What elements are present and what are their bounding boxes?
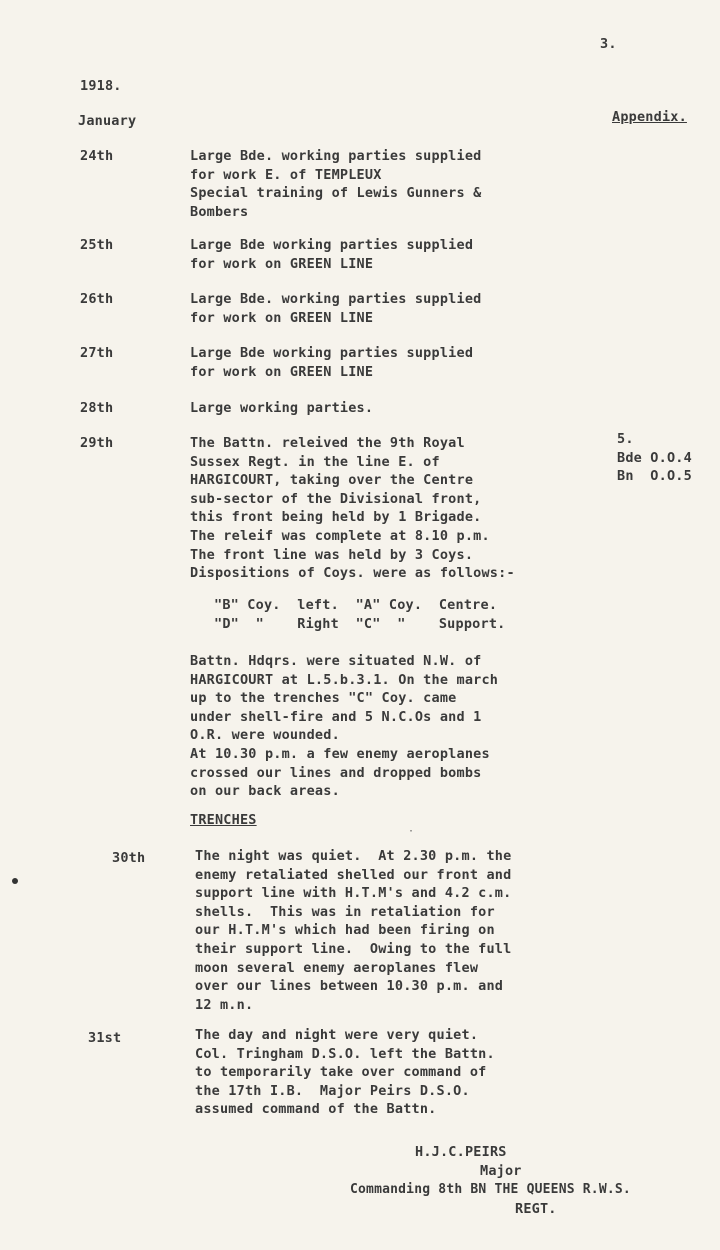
entry-text-31: The day and night were very quiet. Col. Tringham D.S.O. left the Battn. to temporarily take over command of the 17th I.B. Major Peirs D.S.O. assumed command of the Battn.: [195, 1027, 495, 1118]
entry-text-24: Large Bde. working parties supplied for work E. of TEMPLEUX Special training of Lewis Gunners & Bombers: [190, 148, 482, 220]
entry-date-26: 26th: [80, 291, 114, 307]
entry-date-30: 30th: [112, 850, 146, 866]
signature-regt: REGT.: [515, 1201, 557, 1217]
month-heading: January: [78, 113, 137, 129]
entry-text-30: The night was quiet. At 2.30 p.m. the enemy retaliated shelled our front and support line with H.T.M's and 4.2 c.m. shells. This was in retaliation for our H.T.M's which had been firing on their support line. Owing to the full moon several enemy aeroplanes flew over our lines between 10.30 p.m. and 12 m.n.: [195, 848, 512, 1013]
punch-dot: [12, 878, 18, 884]
entry-text-27: Large Bde working parties supplied for work on GREEN LINE: [190, 345, 474, 380]
page-number: 3.: [600, 36, 617, 52]
signature-rank: Major: [480, 1163, 522, 1179]
dispositions: "B" Coy. left. "A" Coy. Centre. "D" " Right "C" " Support.: [214, 597, 506, 632]
signature-name: H.J.C.PEIRS: [415, 1144, 507, 1160]
hq-text: Battn. Hdqrs. were situated N.W. of HARGICOURT at L.5.b.3.1. On the march up to the trenches "C" Coy. came under shell-fire and 5 N.C.Os and 1 O.R. were wounded. At 10.30 p.m. a few enemy aeroplanes crossed our lines and dropped bombs on our back areas.: [190, 653, 499, 800]
entry-date-24: 24th: [80, 148, 114, 164]
entry-date-25: 25th: [80, 237, 114, 253]
entry-date-31: 31st: [88, 1030, 122, 1046]
trenches-heading: TRENCHES: [190, 812, 257, 828]
year-heading: 1918.: [80, 78, 122, 94]
entry-date-27: 27th: [80, 345, 114, 361]
entry-text-26: Large Bde. working parties supplied for work on GREEN LINE: [190, 291, 482, 326]
margin-note: 5. Bde O.O.4 Bn O.O.5: [617, 431, 692, 485]
signature-command: Commanding 8th BN THE QUEENS R.W.S.: [350, 1182, 631, 1197]
entry-date-29: 29th: [80, 435, 114, 451]
entry-text-28: Large working parties.: [190, 400, 374, 416]
stray-mark: ·: [408, 826, 415, 837]
appendix-header: Appendix.: [612, 109, 687, 125]
entry-text-25: Large Bde working parties supplied for work on GREEN LINE: [190, 237, 474, 272]
entry-date-28: 28th: [80, 400, 114, 416]
entry-text-29: The Battn. releived the 9th Royal Sussex Regt. in the line E. of HARGICOURT, taking over the Centre sub-sector of the Divisional front, this front being held by 1 Brigade. The releif was complete at 8.10 p.m. The front line was held by 3 Coys. Dispositions of Coys. were as follows:-: [190, 435, 515, 582]
